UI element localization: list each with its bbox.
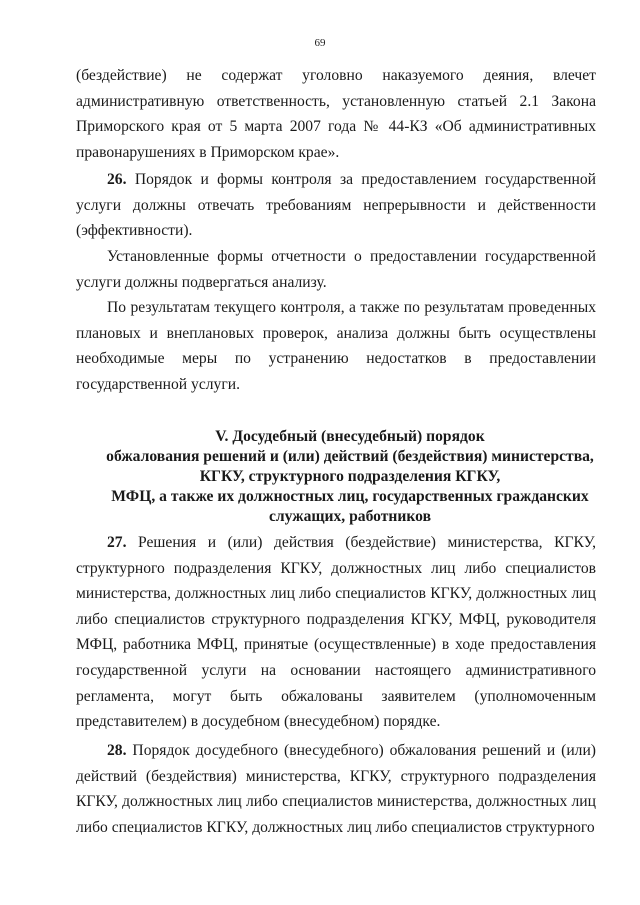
section-heading-line: служащих, работников: [269, 508, 431, 525]
paragraph-28: [76, 738, 596, 840]
section-heading: [90, 427, 610, 527]
section-heading-line: V. Досудебный (внесудебный) порядок: [215, 428, 485, 445]
paragraph-26: [76, 167, 596, 244]
paragraph-27: [76, 530, 596, 735]
paragraph-continuation: (бездействие) не содержат уголовно наказуемого деяния, влечет административную ответственность, установленную статьей 2.1 Закона Приморского края от 5 марта 2007 года № 44-КЗ «Об административных правонарушениях в Приморском крае».: [76, 67, 596, 161]
paragraph-number: 28.: [107, 742, 127, 759]
paragraph-reporting-forms: Установленные формы отчетности о предоставлении государственной услуги должны подвергаться анализу.: [76, 248, 596, 291]
paragraph-control-results: По результатам текущего контроля, а также по результатам проведенных плановых и внеплановых проверок, анализа должны быть осуществлены необходимые меры по устранению недостатков в предоставлении государственной услуги.: [76, 299, 596, 393]
paragraph-number: 27.: [107, 534, 127, 551]
paragraph-number: 26.: [107, 171, 127, 188]
paragraph-text: Решения и (или) действия (бездействие) министерства, КГКУ, структурного подразделения КГКУ, должностных лиц либо специалистов министерства, должностных лиц либо специалистов КГКУ, должностных лиц либо специалистов структурного подразделения КГКУ, МФЦ, руководителя МФЦ, работника МФЦ, принятые (осуществленные) в ходе предоставления государственной услуги на основании настоящего административного регламента, могут быть обжалованы заявителем (уполномоченным представителем) в досудебном (внесудебном) порядке.: [76, 534, 596, 731]
section-heading-line: МФЦ, а также их должностных лиц, государственных гражданских: [111, 488, 589, 505]
paragraph-text: Порядок и формы контроля за предоставлением государственной услуги должны отвечать требованиям непрерывности и действенности (эффективности).: [76, 171, 596, 240]
paragraph-text: Порядок досудебного (внесудебного) обжалования решений и (или) действий (бездействия) министерства, КГКУ, структурного подразделения КГКУ, должностных лиц либо специалистов министерства, должностных лиц либо специалистов КГКУ, должностных лиц либо специалистов структурного: [76, 742, 596, 836]
section-heading-line: КГКУ, структурного подразделения КГКУ,: [199, 468, 501, 485]
section-heading-line: обжалования решений и (или) действий (бездействия) министерства,: [106, 448, 594, 465]
page-number: 69: [314, 37, 326, 49]
